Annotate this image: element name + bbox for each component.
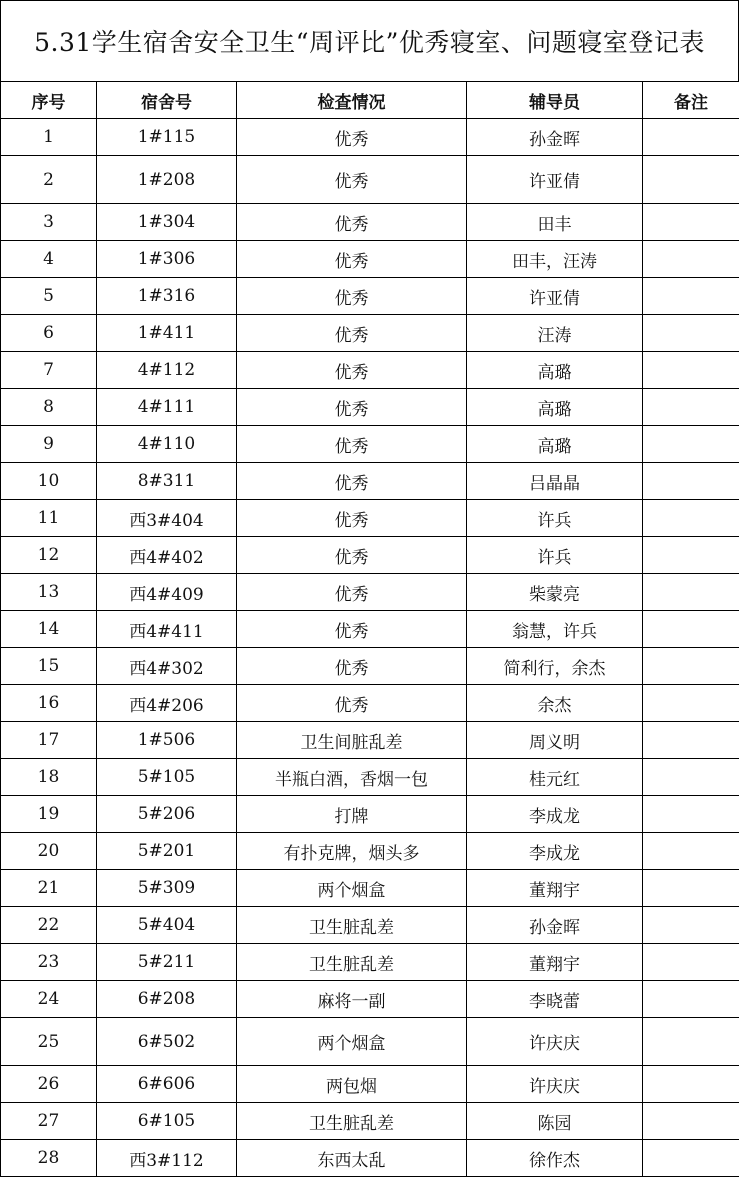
cell-room: 4#110	[97, 426, 237, 463]
cell-status: 优秀	[237, 204, 467, 241]
cell-remark	[643, 389, 739, 426]
cell-room: 西4#411	[97, 611, 237, 648]
cell-remark	[643, 1103, 739, 1140]
header-status: 检查情况	[237, 82, 467, 119]
cell-counselor: 许庆庆	[467, 1066, 643, 1103]
table-row	[1, 944, 739, 981]
table-row	[1, 981, 739, 1018]
cell-counselor: 高璐	[467, 389, 643, 426]
cell-status: 优秀	[237, 389, 467, 426]
cell-seq: 14	[1, 611, 97, 648]
cell-status: 卫生脏乱差	[237, 907, 467, 944]
cell-status: 优秀	[237, 463, 467, 500]
header-room: 宿舍号	[97, 82, 237, 119]
cell-room: 5#105	[97, 759, 237, 796]
table-row	[1, 500, 739, 537]
cell-counselor: 田丰	[467, 204, 643, 241]
cell-status: 麻将一副	[237, 981, 467, 1018]
cell-counselor: 翁慧，许兵	[467, 611, 643, 648]
table-row	[1, 870, 739, 907]
cell-status: 优秀	[237, 574, 467, 611]
cell-remark	[643, 204, 739, 241]
cell-remark	[643, 1066, 739, 1103]
cell-room: 1#304	[97, 204, 237, 241]
header-counselor: 辅导员	[467, 82, 643, 119]
cell-remark	[643, 463, 739, 500]
table-row	[1, 1103, 739, 1140]
cell-room: 5#404	[97, 907, 237, 944]
cell-seq: 6	[1, 315, 97, 352]
cell-remark	[643, 156, 739, 204]
cell-status: 优秀	[237, 537, 467, 574]
cell-status: 打牌	[237, 796, 467, 833]
cell-counselor: 孙金晖	[467, 907, 643, 944]
cell-status: 优秀	[237, 241, 467, 278]
cell-remark	[643, 426, 739, 463]
cell-seq: 23	[1, 944, 97, 981]
dormitory-table	[0, 81, 739, 1177]
header-seq: 序号	[1, 82, 97, 119]
cell-remark	[643, 1018, 739, 1066]
table-row	[1, 463, 739, 500]
cell-status: 优秀	[237, 156, 467, 204]
cell-counselor: 简利行，余杰	[467, 648, 643, 685]
cell-seq: 17	[1, 722, 97, 759]
cell-remark	[643, 870, 739, 907]
cell-counselor: 李成龙	[467, 833, 643, 870]
cell-room: 8#311	[97, 463, 237, 500]
cell-room: 5#309	[97, 870, 237, 907]
cell-remark	[643, 944, 739, 981]
cell-room: 西4#402	[97, 537, 237, 574]
cell-status: 卫生脏乱差	[237, 944, 467, 981]
cell-seq: 20	[1, 833, 97, 870]
table-row	[1, 833, 739, 870]
cell-counselor: 吕晶晶	[467, 463, 643, 500]
cell-counselor: 徐作杰	[467, 1140, 643, 1177]
cell-seq: 21	[1, 870, 97, 907]
cell-remark	[643, 574, 739, 611]
cell-counselor: 董翔宇	[467, 870, 643, 907]
cell-status: 半瓶白酒，香烟一包	[237, 759, 467, 796]
cell-room: 1#316	[97, 278, 237, 315]
cell-status: 优秀	[237, 648, 467, 685]
cell-remark	[643, 759, 739, 796]
table-row	[1, 119, 739, 156]
cell-room: 1#306	[97, 241, 237, 278]
table-row	[1, 278, 739, 315]
cell-room: 1#411	[97, 315, 237, 352]
cell-seq: 4	[1, 241, 97, 278]
cell-remark	[643, 500, 739, 537]
cell-room: 1#506	[97, 722, 237, 759]
cell-room: 4#111	[97, 389, 237, 426]
cell-room: 6#105	[97, 1103, 237, 1140]
cell-seq: 9	[1, 426, 97, 463]
cell-room: 西3#404	[97, 500, 237, 537]
cell-status: 优秀	[237, 500, 467, 537]
table-row	[1, 315, 739, 352]
cell-counselor: 许亚倩	[467, 156, 643, 204]
cell-remark	[643, 648, 739, 685]
cell-status: 优秀	[237, 426, 467, 463]
cell-counselor: 许兵	[467, 500, 643, 537]
cell-remark	[643, 1140, 739, 1177]
cell-seq: 16	[1, 685, 97, 722]
cell-remark	[643, 352, 739, 389]
cell-counselor: 高璐	[467, 352, 643, 389]
cell-remark	[643, 833, 739, 870]
cell-status: 有扑克牌，烟头多	[237, 833, 467, 870]
table-row	[1, 722, 739, 759]
cell-room: 西4#302	[97, 648, 237, 685]
table-row	[1, 156, 739, 204]
cell-remark	[643, 315, 739, 352]
cell-status: 卫生间脏乱差	[237, 722, 467, 759]
cell-counselor: 孙金晖	[467, 119, 643, 156]
table-row	[1, 537, 739, 574]
cell-remark	[643, 796, 739, 833]
cell-remark	[643, 685, 739, 722]
cell-counselor: 李晓蕾	[467, 981, 643, 1018]
cell-seq: 24	[1, 981, 97, 1018]
table-row	[1, 204, 739, 241]
cell-room: 6#502	[97, 1018, 237, 1066]
cell-remark	[643, 241, 739, 278]
cell-counselor: 周义明	[467, 722, 643, 759]
cell-room: 1#208	[97, 156, 237, 204]
cell-seq: 19	[1, 796, 97, 833]
cell-seq: 8	[1, 389, 97, 426]
cell-remark	[643, 722, 739, 759]
cell-remark	[643, 537, 739, 574]
cell-remark	[643, 119, 739, 156]
header-remark: 备注	[643, 82, 739, 119]
cell-seq: 3	[1, 204, 97, 241]
cell-room: 5#201	[97, 833, 237, 870]
cell-seq: 18	[1, 759, 97, 796]
cell-seq: 28	[1, 1140, 97, 1177]
table-row	[1, 759, 739, 796]
cell-seq: 7	[1, 352, 97, 389]
cell-seq: 13	[1, 574, 97, 611]
cell-room: 5#206	[97, 796, 237, 833]
cell-counselor: 田丰，汪涛	[467, 241, 643, 278]
cell-counselor: 许庆庆	[467, 1018, 643, 1066]
cell-remark	[643, 981, 739, 1018]
cell-seq: 5	[1, 278, 97, 315]
cell-remark	[643, 907, 739, 944]
table-row	[1, 611, 739, 648]
cell-remark	[643, 611, 739, 648]
cell-seq: 22	[1, 907, 97, 944]
cell-counselor: 柴蒙亮	[467, 574, 643, 611]
table-row	[1, 574, 739, 611]
cell-counselor: 陈园	[467, 1103, 643, 1140]
cell-status: 优秀	[237, 278, 467, 315]
cell-room: 4#112	[97, 352, 237, 389]
cell-status: 优秀	[237, 315, 467, 352]
cell-counselor: 桂元红	[467, 759, 643, 796]
table-row	[1, 1066, 739, 1103]
cell-status: 优秀	[237, 352, 467, 389]
cell-counselor: 李成龙	[467, 796, 643, 833]
cell-status: 两包烟	[237, 1066, 467, 1103]
cell-seq: 12	[1, 537, 97, 574]
cell-room: 西4#206	[97, 685, 237, 722]
table-row	[1, 648, 739, 685]
table-row	[1, 241, 739, 278]
cell-seq: 25	[1, 1018, 97, 1066]
cell-counselor: 董翔宇	[467, 944, 643, 981]
cell-status: 优秀	[237, 611, 467, 648]
cell-status: 优秀	[237, 119, 467, 156]
table-row	[1, 796, 739, 833]
cell-counselor: 许亚倩	[467, 278, 643, 315]
cell-seq: 11	[1, 500, 97, 537]
table-row	[1, 1140, 739, 1177]
cell-room: 6#208	[97, 981, 237, 1018]
table-row	[1, 426, 739, 463]
cell-counselor: 许兵	[467, 537, 643, 574]
cell-seq: 2	[1, 156, 97, 204]
cell-room: 1#115	[97, 119, 237, 156]
cell-room: 6#606	[97, 1066, 237, 1103]
header-row	[1, 82, 739, 119]
cell-status: 卫生脏乱差	[237, 1103, 467, 1140]
sheet-title: 5.31学生宿舍安全卫生“周评比”优秀寝室、问题寝室登记表	[0, 0, 739, 81]
cell-remark	[643, 278, 739, 315]
cell-room: 5#211	[97, 944, 237, 981]
cell-seq: 15	[1, 648, 97, 685]
cell-room: 西4#409	[97, 574, 237, 611]
table-row	[1, 1018, 739, 1066]
cell-room: 西3#112	[97, 1140, 237, 1177]
cell-seq: 1	[1, 119, 97, 156]
table-row	[1, 907, 739, 944]
cell-counselor: 汪涛	[467, 315, 643, 352]
table-row	[1, 352, 739, 389]
cell-seq: 26	[1, 1066, 97, 1103]
cell-status: 东西太乱	[237, 1140, 467, 1177]
table-row	[1, 685, 739, 722]
cell-counselor: 余杰	[467, 685, 643, 722]
cell-status: 两个烟盒	[237, 1018, 467, 1066]
cell-seq: 10	[1, 463, 97, 500]
table-row	[1, 389, 739, 426]
cell-counselor: 高璐	[467, 426, 643, 463]
cell-seq: 27	[1, 1103, 97, 1140]
cell-status: 两个烟盒	[237, 870, 467, 907]
cell-status: 优秀	[237, 685, 467, 722]
